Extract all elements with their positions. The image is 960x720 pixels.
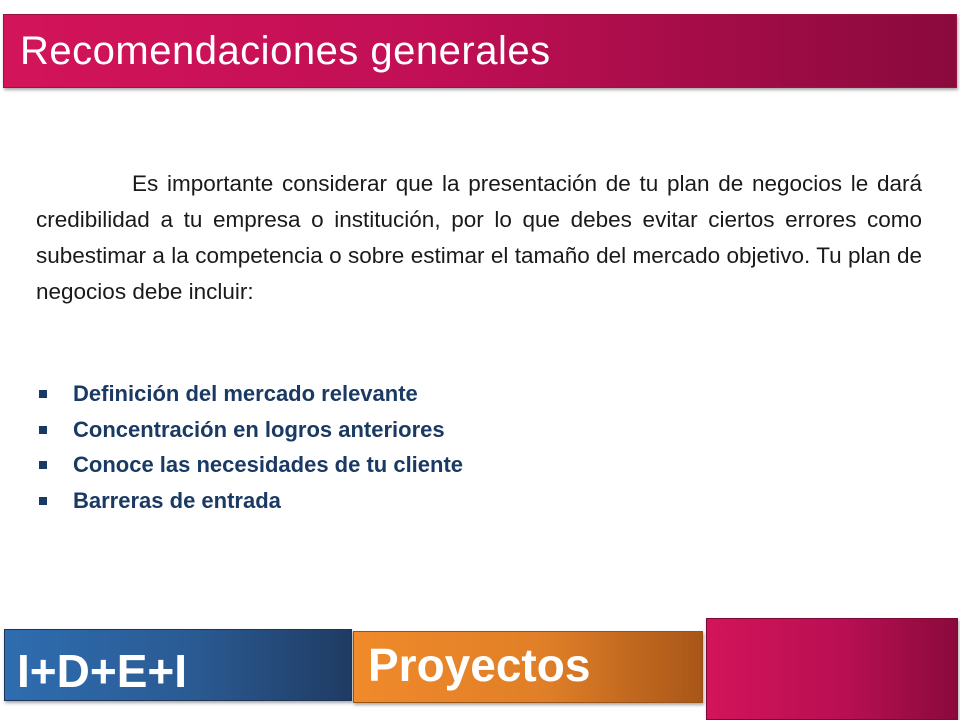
footer-proyectos-box — [353, 631, 703, 703]
square-bullet-icon — [39, 426, 47, 434]
square-bullet-icon — [39, 461, 47, 469]
list-item — [36, 447, 463, 483]
square-bullet-icon — [39, 390, 47, 398]
footer-magenta-box — [706, 618, 958, 720]
footer-idei-box — [4, 629, 352, 701]
footer-proyectos-label: Proyectos — [368, 639, 591, 691]
intro-paragraph: Es importante considerar que la presentación de tu plan de negocios le dará credibilidad a tu empresa o institución, por lo que debes evitar ciertos errores como subestimar a la competencia o sobre estimar el tamaño del mercado objetivo. Tu plan de negocios debe incluir: — [36, 171, 922, 304]
list-item-text: Conoce las necesidades de tu cliente — [73, 452, 464, 477]
list-item-text: Definición del mercado relevante — [73, 381, 418, 406]
list-item — [36, 376, 463, 412]
list-item-text: Barreras de entrada — [73, 487, 281, 513]
title-banner — [3, 14, 957, 88]
recommendation-list — [36, 376, 463, 518]
list-item — [36, 483, 463, 519]
footer-idei-label: I+D+E+I — [17, 645, 188, 697]
list-item — [36, 412, 463, 448]
square-bullet-icon — [39, 497, 47, 505]
slide-title: Recomendaciones generales — [20, 29, 551, 73]
list-item-text: Concentración en logros anteriores — [73, 416, 445, 442]
